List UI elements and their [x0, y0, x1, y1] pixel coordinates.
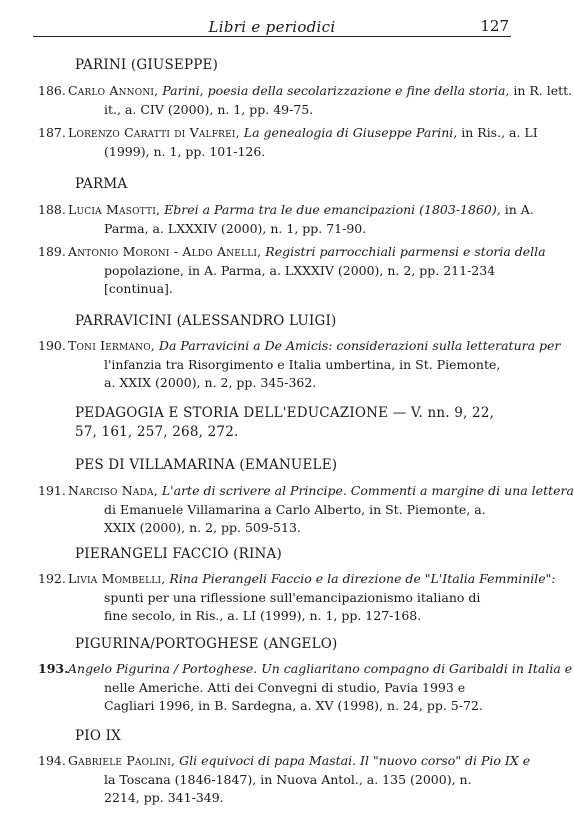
entry-author: Toni Iermano,	[68, 338, 155, 353]
bibliography-entry	[38, 752, 531, 808]
entry-citation: l'infanzia tra Risorgimento e Italia umbertina, in St. Piemonte, a. XXIX (2000), n. 2, pp. 345-362.	[104, 356, 501, 390]
entry-title: Ebrei a Parma tra le due emancipazioni (1803-1860),	[160, 202, 501, 217]
section-heading: PIGURINA/PORTOGHESE (ANGELO)	[75, 636, 338, 652]
entry-number: 186.	[38, 83, 66, 98]
entry-citation: nelle Americhe. Atti dei Convegni di studio, Pavia 1993 e Cagliari 1996, in B. Sardegna, a. XV (1998), n. 24, pp. 5-72.	[104, 679, 483, 713]
section-heading: PEDAGOGIA E STORIA DELL'EDUCAZIONE — V. nn. 9, 22, 57, 161, 257, 268, 272.	[75, 405, 495, 440]
entry-citation: Parma, a. LXXXIV (2000), n. 1, pp. 71-90.	[104, 220, 367, 236]
entry-citation: di Emanuele Villamarina a Carlo Alberto, in St. Piemonte, a. XXIX (2000), n. 2, pp. 509-513.	[104, 501, 486, 535]
section-heading: PARMA	[75, 176, 128, 192]
entry-number: 194.	[38, 753, 66, 768]
entry-author: Livia Mombelli,	[68, 571, 166, 586]
entry-number: 189.	[38, 244, 66, 259]
bibliography-entry	[38, 660, 573, 716]
entry-title: Rina Pierangeli Faccio e la direzione de "L'Italia Femminile":	[165, 571, 556, 586]
bibliography-entry	[38, 570, 556, 626]
section-heading: PARINI (GIUSEPPE)	[75, 57, 219, 73]
entry-author: Lucia Masotti,	[68, 202, 161, 217]
entry-citation: (1999), n. 1, pp. 101-126.	[104, 143, 266, 159]
section-heading: PES DI VILLAMARINA (EMANUELE)	[75, 457, 338, 473]
entry-source: in Ris., a. LI	[457, 125, 538, 140]
entry-citation: la Toscana (1846-1847), in Nuova Antol., a. 135 (2000), n. 2214, pp. 341-349.	[104, 771, 472, 805]
entry-citation: it., a. CIV (2000), n. 1, pp. 49-75.	[104, 101, 314, 117]
entry-number: 187.	[38, 125, 66, 140]
entry-number: 188.	[38, 202, 66, 217]
entry-number: 193.	[38, 661, 69, 676]
bibliography-entry	[38, 201, 534, 238]
entry-author: Carlo Annoni,	[68, 83, 159, 98]
section-heading: PIO IX	[75, 728, 121, 744]
running-title: Libri e periodici	[208, 18, 336, 36]
entry-source: in R. lett.	[509, 83, 573, 98]
entry-author: Antonio Moroni - Aldo Anelli,	[68, 244, 262, 259]
entry-title: La genealogia di Giuseppe Parini,	[239, 125, 458, 140]
bibliography-entry	[38, 243, 546, 299]
bibliography-entry	[38, 124, 538, 161]
bibliography-entry	[38, 337, 561, 393]
page-number: 127	[480, 17, 509, 35]
section-heading: PIERANGELI FACCIO (RINA)	[75, 546, 282, 562]
entry-title: Da Parravicini a De Amicis: considerazioni sulla letteratura per	[154, 338, 561, 353]
entry-author: Narciso Nada,	[68, 483, 158, 498]
entry-number: 190.	[38, 338, 66, 353]
running-header	[33, 14, 511, 37]
entry-number: 192.	[38, 571, 66, 586]
entry-citation: popolazione, in A. Parma, a. LXXXIV (2000), n. 2, pp. 211-234 [continua].	[104, 262, 496, 296]
section-heading: PARRAVICINI (ALESSANDRO LUIGI)	[75, 313, 337, 329]
entry-source: in A.	[500, 202, 534, 217]
entry-title: Gli equivoci di papa Mastai. Il "nuovo corso" di Pio IX e	[175, 753, 531, 768]
entry-citation: spunti per una riflessione sull'emancipazionismo italiano di fine secolo, in Ris., a. LI (1999), n. 1, pp. 127-168.	[104, 589, 481, 623]
bibliography-entry	[38, 82, 573, 119]
entry-number: 191.	[38, 483, 66, 498]
entry-author: Gabriele Paolini,	[68, 753, 176, 768]
bibliography-entry	[38, 482, 574, 538]
entry-title: L'arte di scrivere al Principe. Commenti a margine di una lettera	[157, 483, 574, 498]
entry-title: Parini, poesia della secolarizzazione e fine della storia,	[158, 83, 510, 98]
entry-author: Lorenzo Caratti di Valfrei,	[68, 125, 240, 140]
entry-title: Angelo Pigurina / Portoghese. Un cagliaritano compagno di Garibaldi in Italia e	[68, 661, 573, 676]
entry-title: Registri parrocchiali parmensi e storia della	[261, 244, 546, 259]
